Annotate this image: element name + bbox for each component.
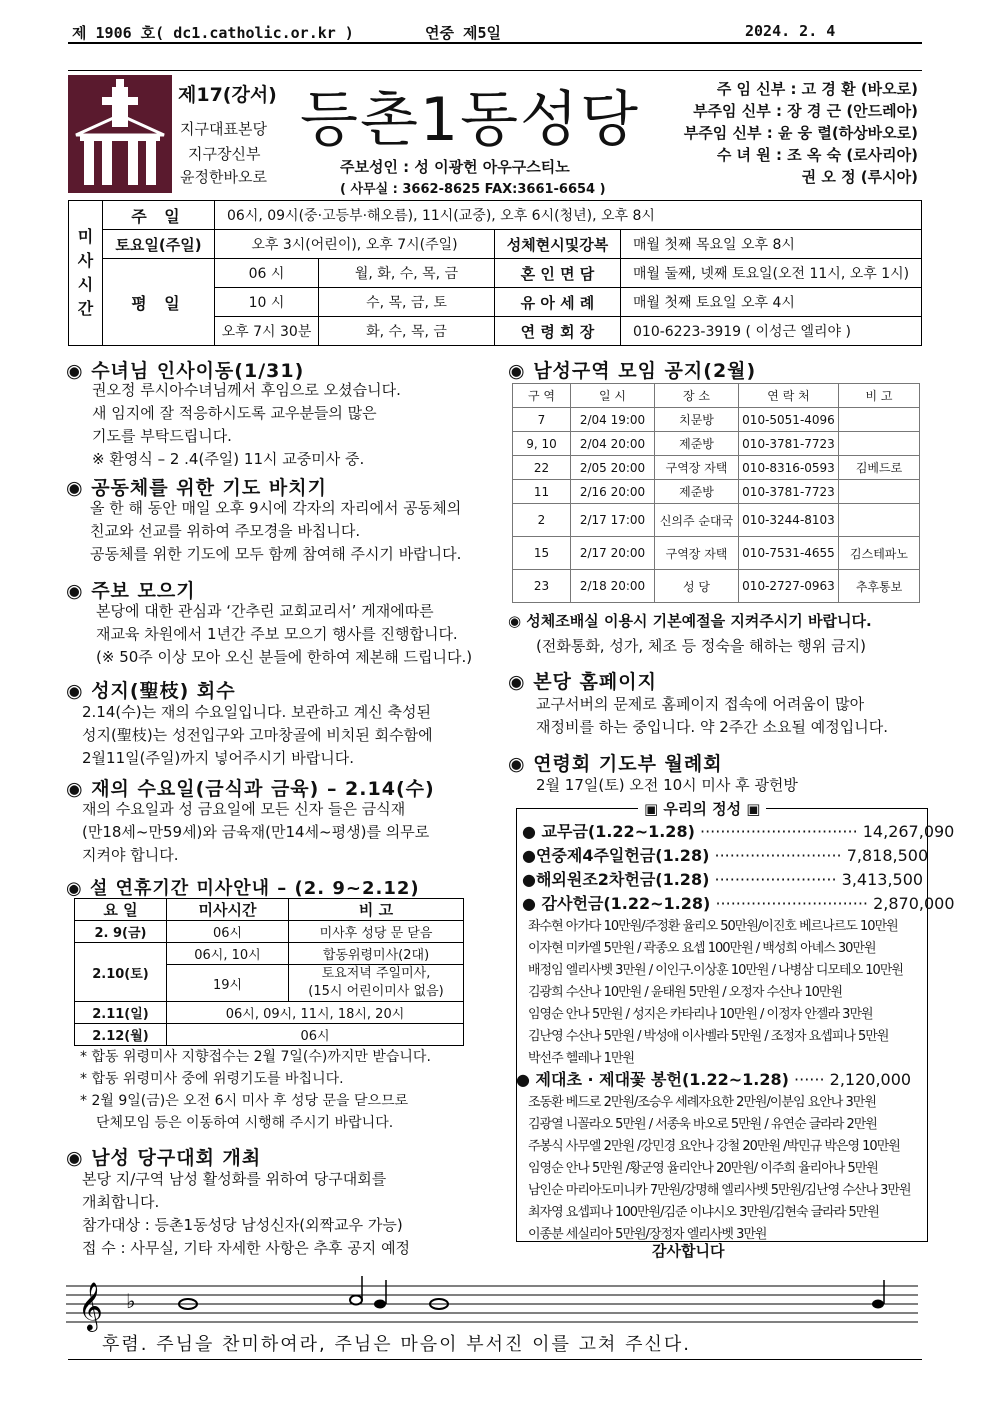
billiards-body: 본당 지/구역 남성 활성화를 위하여 당구대회를 개최합니다. 참가대상 : 등촌1동성당 남성신자(외짝교우 가능) 접 수 : 사무실, 기타 자세한 사항은 추후 공지 예정	[82, 1170, 411, 1257]
mens-meeting-title: ◉ 남성구역 모임 공지(2월)	[508, 360, 757, 382]
prayer-body: 올 한 해 동안 매일 오후 9시에 각자의 자리에서 공동체의 친교와 선교를 위하여 주모경을 바칩니다. 공동체를 위한 기도에 모두 함께 참여해 주시기 바랍니다.	[90, 499, 462, 563]
office-phone: ( 사무실 : 3662-8625 FAX:3661-6654 )	[340, 182, 606, 197]
staff-pastor: 주 임 신부 : 고 경 환 (바오로)	[716, 80, 918, 98]
altar-offering-row: ● 제대초 · 제대꽃 봉헌(1.22~1.28) ······ 2,120,000	[516, 1070, 912, 1089]
holiday-mass-title: ◉ 설 연휴기간 미사안내 – (2. 9~2.12)	[66, 878, 420, 899]
sunday-label: 주 일	[103, 201, 215, 230]
footer-rule	[68, 1359, 922, 1360]
offering-list	[522, 820, 955, 916]
funeral-prayer-body: 2월 17일(토) 오전 10시 미사 후 광헌방	[536, 776, 798, 794]
table-row: 9, 10 2/04 20:00 제준방 010-3781-7723	[513, 432, 920, 456]
hol-note: 합동위령미사(2대)	[289, 943, 464, 965]
funeral-label: 연 령 회 장	[495, 317, 621, 346]
sister-transfer-body: 권오정 루시아수녀님께서 후임으로 오셨습니다. 새 임지에 잘 적응하시도록 교우분들의 많은 기도를 부탁드립니다. ※ 환영식 – 2 .4(주일) 11시 교중미사 중.	[92, 381, 401, 468]
note-icon	[350, 1296, 362, 1305]
adoration-room-body: (전화통화, 성가, 체조 등 정숙을 해하는 행위 금지)	[536, 637, 866, 655]
offering-row: ●연중제4주일헌금(1.28) ························· 7,818,500	[522, 846, 929, 865]
funeral-prayer-title: ◉ 연령회 기도부 월례회	[508, 753, 723, 775]
hol-head-day: 요 일	[75, 899, 167, 921]
weekday-time: 06 시	[215, 259, 319, 288]
district-rep: 지구대표본당	[180, 120, 267, 138]
holiday-notes: * 합동 위령미사 지향접수는 2월 7일(수)까지만 받습니다. * 합동 위령미사 중에 위령기도를 바칩니다. * 2월 9일(금)은 오전 6시 미사 후 성당 문을 닫으므로 단체모임 등은 이동하여 시행해 주시기 바랍니다.	[80, 1049, 431, 1131]
thanks-donors: 좌수현 아가다 10만원/주정환 율리오 50만원/이진호 베르나르도 10만원 이자현 미카엘 5만원 / 곽종오 요셉 100만원 / 백성희 아녜스 30만원 배정임 엘리사벳 3만원 / 이인구.이상훈 10만원 / 나병삼 디모테오 10만원 김광희 수산나 10만원 / 윤태원 5만원 / 오정자 수산나 10만원 임영순 안나 5만원 / 성지은 카타리나 10만원 / 이정자 안젤라 3만원 김난영 수산나 5만원 / 박성애 이사벨라 5만원 / 조정자 요셉피나 5만원 박선주 헬레나 1만원	[528, 919, 903, 1066]
grp-head: 비 고	[839, 384, 920, 408]
grp-head: 장 소	[655, 384, 739, 408]
saturday-label: 토요일(주일)	[103, 230, 215, 259]
ash-wednesday-title: ◉ 재의 수요일(금식과 금육) – 2.14(수)	[66, 778, 435, 800]
staff-sister-2: 권 오 정 (루시아)	[801, 168, 918, 186]
adoration-room-title: ◉ 성체조배실 이용시 기본예절을 지켜주시기 바랍니다.	[508, 612, 872, 630]
weekday-time: 오후 7시 30분	[215, 317, 319, 346]
billiards-title: ◉ 남성 당구대회 개최	[66, 1147, 262, 1169]
weekday-label: 평 일	[103, 259, 215, 346]
hol-day: 2.12(월)	[75, 1024, 167, 1046]
table-row: 23 2/18 20:00 성 당 010-2727-0963 추후통보	[513, 570, 920, 603]
table-row: 22 2/05 20:00 구역장 자택 010-8316-0593 김베드로	[513, 456, 920, 480]
homepage-title: ◉ 본당 홈페이지	[508, 671, 657, 693]
hol-day: 2.10(토)	[75, 943, 167, 1002]
baptism-value: 매월 첫째 토요일 오후 4시	[621, 288, 922, 317]
adoration-label: 성체현시및강복	[495, 230, 621, 259]
grp-head: 일 시	[571, 384, 655, 408]
hol-time: 19시	[167, 965, 289, 1002]
header-rule	[68, 42, 922, 44]
offering-row: ● 교무금(1.22~1.28) ······························· 14,267,090	[522, 822, 955, 841]
grp-head: 구 역	[513, 384, 571, 408]
marriage-value: 매월 둘째, 넷째 토요일(오전 11시, 오후 1시)	[621, 259, 922, 288]
weekday-days: 수, 목, 금, 토	[319, 288, 495, 317]
table-row: 11 2/16 20:00 제준방 010-3781-7723	[513, 480, 920, 504]
hol-note: 토요저녁 주일미사, (15시 어린이미사 없음)	[289, 965, 464, 1002]
hol-day: 2.11(일)	[75, 1002, 167, 1024]
table-row: 2 2/17 17:00 신의주 순대국 010-3244-8103	[513, 504, 920, 537]
church-building-icon	[68, 75, 172, 193]
table-row: 15 2/17 20:00 구역장 자택 010-7531-4655 김스테파노	[513, 537, 920, 570]
offering-title: ▣ 우리의 정성 ▣	[638, 798, 766, 819]
header-rule-2	[68, 70, 922, 71]
saturday-times: 오후 3시(어린이), 오후 7시(주일)	[215, 230, 495, 259]
mass-schedule-table	[68, 200, 922, 346]
baptism-label: 유 아 세 례	[495, 288, 621, 317]
district-priest-label: 지구장신부	[188, 145, 261, 163]
palm-body: 2.14(수)는 재의 수요일입니다. 보관하고 계신 축성된 성지(聖枝)는 성전입구와 고마창골에 비치된 회수함에 2월11일(주일)까지 넣어주시기 바랍니다.	[82, 703, 433, 767]
staff-assistant-1: 부주임 신부 : 장 경 근 (안드레아)	[693, 102, 918, 120]
offering-row: ● 감사헌금(1.22~1.28) ······························ 2,870,000	[522, 894, 955, 913]
prayer-title: ◉ 공동체를 위한 기도 바치기	[66, 477, 327, 499]
patron-saint: 주보성인 : 성 이광헌 아우구스티노	[340, 158, 570, 176]
music-staff	[66, 1272, 924, 1332]
note-icon	[872, 1300, 884, 1309]
hol-time: 06시, 10시	[167, 943, 289, 965]
district-label: 제17(강서)	[178, 84, 277, 106]
note-icon	[374, 1300, 386, 1309]
holiday-mass-table	[74, 898, 464, 1046]
treble-clef-icon: 𝄞	[78, 1281, 103, 1330]
hol-day: 2. 9(금)	[75, 921, 167, 943]
ash-wednesday-body: 재의 수요일과 성 금요일에 모든 신자 들은 금식재 (만18세~만59세)와 금육재(만14세~평생)를 의무로 지켜야 합니다.	[82, 800, 430, 864]
funeral-value: 010-6223-3919 ( 이성근 엘리야 )	[621, 317, 922, 346]
weekday-days: 월, 화, 수, 목, 금	[319, 259, 495, 288]
adoration-time: 매월 첫째 목요일 오후 8시	[621, 230, 922, 259]
hol-note: 미사후 성당 문 닫음	[289, 921, 464, 943]
altar-donors: 조동환 베드로 2만원/조승우 세례자요한 2만원/이분임 요안나 3만원 김광열 니꼴라오 5만원 / 서종욱 바오로 5만원 / 유연순 글라라 2만원 주봉식 사무엘 2만원 /강민경 요안나 강철 20만원 /박민규 박은영 10만원 임영순 안나 5만원 /황군영 율리안나 20만원/ 이주희 율리아나 5만원 남인순 마리아도미니카 7만원/강명해 엘리사벳 5만원/김난영 수산나 3만원 최자영 요셉피나 100만원/김준 이냐시오 3만원/김현숙 글라라 5만원 이종분 세실리아 5만원/장정자 엘리사벳 3만원	[528, 1095, 911, 1242]
sister-transfer-title: ◉ 수녀님 인사이동(1/31)	[66, 360, 305, 382]
grp-head: 연 락 처	[739, 384, 839, 408]
thanks-text: 감사합니다	[652, 1242, 725, 1260]
issue-number: 제 1906 호( dc1.catholic.or.kr )	[72, 24, 354, 42]
mass-side-label: 미 사 시 간	[69, 201, 103, 346]
mens-meeting-table	[512, 383, 920, 603]
hol-time: 06시	[167, 1024, 464, 1046]
hol-head-time: 미사시간	[167, 899, 289, 921]
staff-list	[668, 78, 918, 188]
bulletin-collect-title: ◉ 주보 모으기	[66, 580, 196, 602]
sunday-times: 06시, 09시(중·고등부·해오름), 11시(교중), 오후 6시(청년), 오후 8시	[215, 201, 922, 230]
homepage-body: 교구서버의 문제로 홈페이지 접속에 어려움이 많아 재정비를 하는 중입니다. 약 2주간 소요될 예정입니다.	[536, 695, 888, 736]
weekday-time: 10 시	[215, 288, 319, 317]
offering-row: ●해외원조2차헌금(1.28) ························ 3,413,500	[522, 870, 924, 889]
bulletin-date: 2024. 2. 4	[745, 22, 836, 40]
staff-assistant-2: 부주임 신부 : 윤 웅 렬(하상바오로)	[683, 124, 918, 142]
parish-title: 등촌1동성당	[300, 85, 640, 155]
table-row: 7 2/04 19:00 치문방 010-5051-4096	[513, 408, 920, 432]
bulletin-collect-body: 본당에 대한 관심과 ‘간추린 교회교리서’ 게재에따른 재교육 차원에서 1년간 주보 모으기 행사를 진행합니다. (※ 50주 이상 모아 오신 분들에 한하여 제본해 드립니다.)	[96, 602, 473, 666]
flat-icon: ♭	[126, 1289, 136, 1313]
palm-title: ◉ 성지(聖枝) 회수	[66, 680, 236, 702]
staff-sister-1: 수 녀 원 : 조 옥 숙 (로사리아)	[716, 146, 918, 164]
church-logo	[68, 75, 172, 193]
hol-time: 06시, 09시, 11시, 18시, 20시	[167, 1002, 464, 1024]
district-priest-name: 윤정한바오로	[180, 168, 267, 186]
weekday-days: 화, 수, 목, 금	[319, 317, 495, 346]
hol-time: 06시	[167, 921, 289, 943]
refrain-lyric: 후렴. 주님을 찬미하여라, 주님은 마음이 부서진 이를 고쳐 주신다.	[102, 1334, 692, 1355]
liturgical-week: 연중 제5일	[425, 24, 502, 42]
marriage-label: 혼 인 면 담	[495, 259, 621, 288]
hol-head-note: 비 고	[289, 899, 464, 921]
